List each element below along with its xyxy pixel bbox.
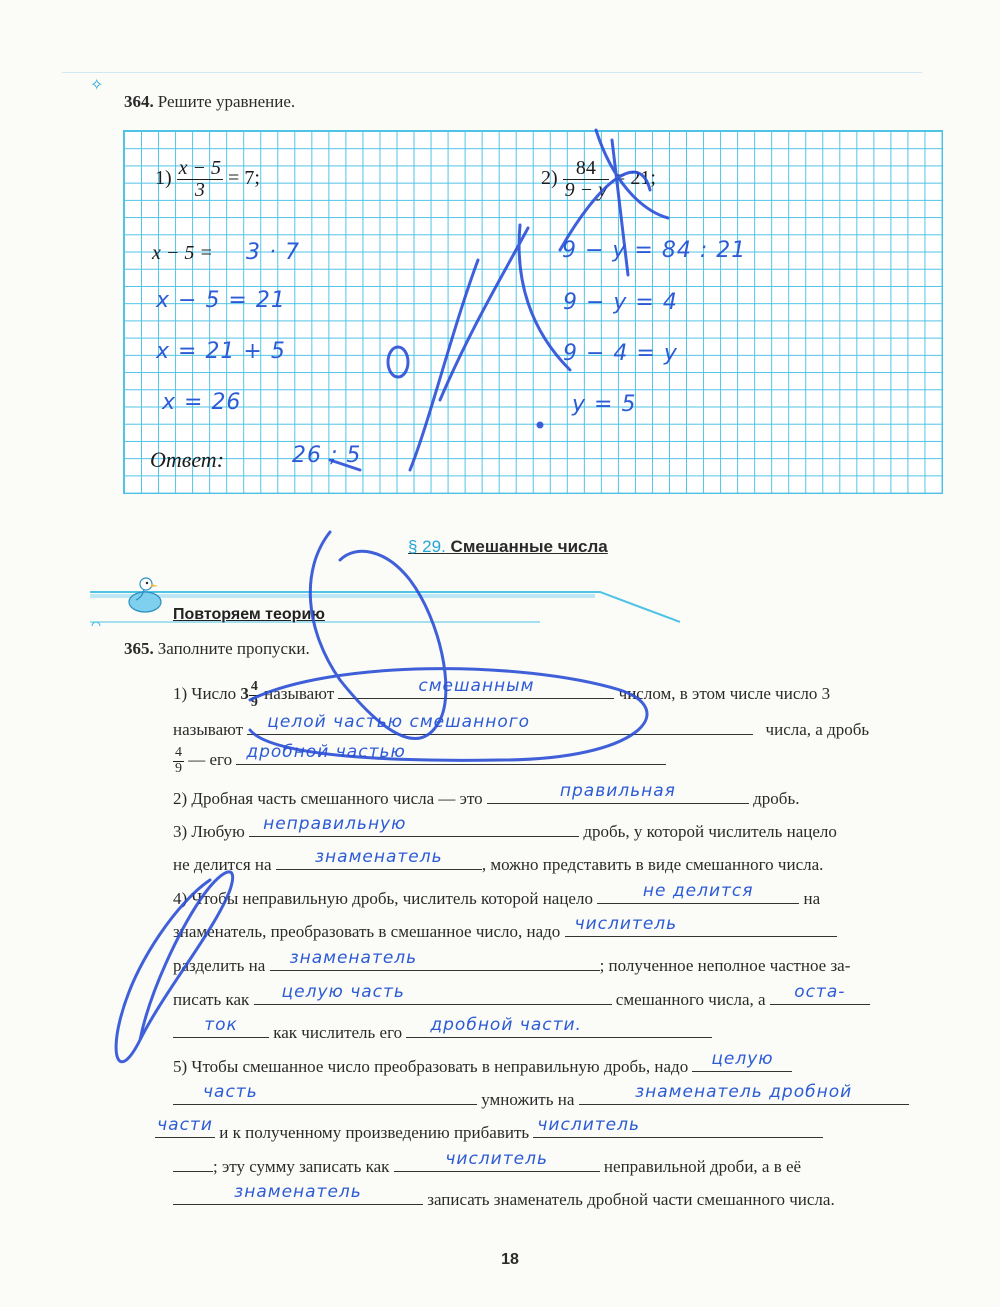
step1-printed: x − 5 = [152,242,213,264]
hand: целую часть [281,982,405,1002]
theory-heading: Повторяем теорию [173,606,325,623]
eq2-numerator: 84 [563,158,609,180]
hand: неправильную [263,814,407,834]
hand: числитель [445,1149,548,1169]
blank-improper[interactable] [249,814,579,837]
fill-line-10 [173,982,870,1010]
blank-numerator-1[interactable] [565,914,837,937]
hand: дробной части. [430,1015,582,1035]
right-step-2: 9 − y = 4 [563,290,678,315]
fill-line-9 [173,948,851,976]
text: на [803,889,821,908]
hand: смешанным [418,676,535,697]
section-name: Смешанные числа [450,537,608,556]
text: разделить на [173,956,266,975]
eq1-rhs: = 7; [228,167,260,190]
blank-whole-part[interactable] [247,712,753,735]
hand: числитель [574,914,678,934]
text: 1) Число [173,684,237,704]
fraction [249,680,260,710]
blank-parts[interactable] [155,1115,215,1138]
eq2-fraction [563,158,609,201]
eq2-denominator: 9 − y [564,179,608,201]
text: — его [188,750,233,770]
fill-line-1 [173,676,831,710]
eq1-denominator: 3 [194,179,205,201]
left-step-hand-1: 3 · 7 [246,240,300,265]
fill-line-4 [173,781,800,809]
page-number: 18 [501,1251,519,1268]
fill-line-16 [173,1182,835,1210]
task-title: Решите уравнение. [157,92,296,111]
task-number: 365. [124,639,154,658]
hand: правильная [559,781,676,801]
text: числом, в этом числе число 3 [618,684,831,704]
star-icon: ✧ [90,77,104,94]
text: называют [264,684,335,704]
num: 4 [250,679,258,694]
fill-line-13 [173,1082,909,1110]
task-title: Заполните пропуски. [157,639,310,658]
task-365-header [124,639,310,659]
eq2-prefix: 2) [541,167,558,190]
bird-mascot-icon [122,572,168,618]
top-rule [62,72,922,73]
text: дробь, у которой числитель нацело [583,822,837,841]
fill-line-6 [173,847,824,875]
ribbon-shape [80,586,680,626]
mixed-number [240,680,260,710]
fraction [173,746,184,776]
fill-line-3 [173,742,666,776]
right-step-1: 9 − y = 84 : 21 [562,238,747,263]
fill-line-5 [173,814,837,842]
hand: знаменатель [234,1182,362,1202]
text: дробь. [753,789,800,808]
fill-line-14 [155,1115,823,1143]
text: 2) Дробная часть смешанного числа — это [173,789,483,808]
blank-denominator-2[interactable] [270,948,600,971]
theory-ribbon [80,586,680,626]
hand: знаменатель [289,948,418,968]
blank-numerator-2[interactable] [533,1115,823,1138]
text: числа, а дробь [765,720,870,739]
blank-proper[interactable] [487,781,749,804]
blank-fraction-part-2[interactable] [406,1015,712,1038]
blank-remainder-a[interactable] [770,982,870,1005]
text: записать знаменатель дробной части смешанного числа. [427,1190,835,1209]
hand: части [157,1115,213,1135]
text: как числитель его [273,1023,403,1042]
blank-denominator-fraction[interactable] [579,1082,909,1105]
section-title [408,537,608,557]
text: знаменатель, преобразовать в смешанное число, надо [173,922,561,941]
text: 3) Любую [173,822,245,841]
fill-line-12 [173,1049,792,1077]
task-364-header [124,92,295,112]
fill-line-15 [173,1149,802,1177]
blank-remainder-b[interactable] [173,1015,269,1038]
eq1-prefix: 1) [155,167,172,190]
blank-fraction-part[interactable] [236,742,666,765]
text: называют [173,720,244,739]
text: писать как [173,990,250,1009]
text: и к полученному произведению прибавить [219,1123,530,1142]
blank-not-divisible[interactable] [597,881,799,904]
text: умножить на [481,1090,575,1109]
text: 5) Чтобы смешанное число преобразовать в неправильную дробь, надо [173,1057,689,1076]
eq1-fraction [177,158,223,201]
fill-line-7 [173,881,821,909]
whole: 3 [240,684,249,704]
den: 9 [250,694,258,710]
hand: оста- [794,982,846,1002]
eq2-rhs: = 21; [614,167,656,190]
blank-denominator-3[interactable] [173,1182,423,1205]
left-step-4: x = 26 [162,390,242,415]
den: 9 [175,760,182,776]
right-step-4: y = 5 [572,392,637,417]
hand: знаменатель [315,847,443,867]
equation-2 [541,158,656,201]
hand: целую [711,1049,774,1069]
blank-whole-2b[interactable] [173,1082,477,1105]
fill-line-2 [173,712,870,740]
left-step-printed [152,242,213,265]
hand: дробной частью [246,742,406,763]
hand: не делится [642,881,754,901]
text: ; эту сумму записать как [213,1157,390,1176]
answer-label: Ответ: [150,447,225,472]
blank-whole-part-2[interactable] [254,982,612,1005]
equation-1 [155,158,260,201]
answer-hand: 26 ; 5 [292,443,362,468]
fill-line-11 [173,1015,712,1043]
left-step-2: x − 5 = 21 [156,288,286,313]
eq1-numerator: x − 5 [178,157,222,179]
text: ; полученное неполное частное за- [599,956,851,975]
task-number: 364. [124,92,154,111]
text: , можно представить в виде смешанного числа. [481,855,824,874]
blank-numerator-3[interactable] [394,1149,600,1172]
blank-whole-2a[interactable] [692,1049,792,1072]
text: неправильной дроби, а в её [603,1157,802,1176]
hand: ток [204,1015,238,1035]
text: не делится на [173,855,272,874]
blank-short[interactable] [173,1153,213,1172]
hand: часть [203,1082,258,1102]
left-step-3: x = 21 + 5 [156,339,286,364]
fill-line-8 [173,914,837,942]
text: смешанного числа, а [615,990,766,1009]
num: 4 [175,745,182,760]
section-number: § 29. [408,537,446,556]
blank-mixed[interactable] [338,676,614,699]
hand: знаменатель дробной [635,1082,853,1102]
hand: целой частью смешанного [267,712,531,732]
hand: числитель [537,1115,640,1135]
right-step-3: 9 − 4 = y [563,341,678,366]
text: 4) Чтобы неправильную дробь, числитель которой нацело [173,889,593,908]
blank-denominator-1[interactable] [276,847,482,870]
